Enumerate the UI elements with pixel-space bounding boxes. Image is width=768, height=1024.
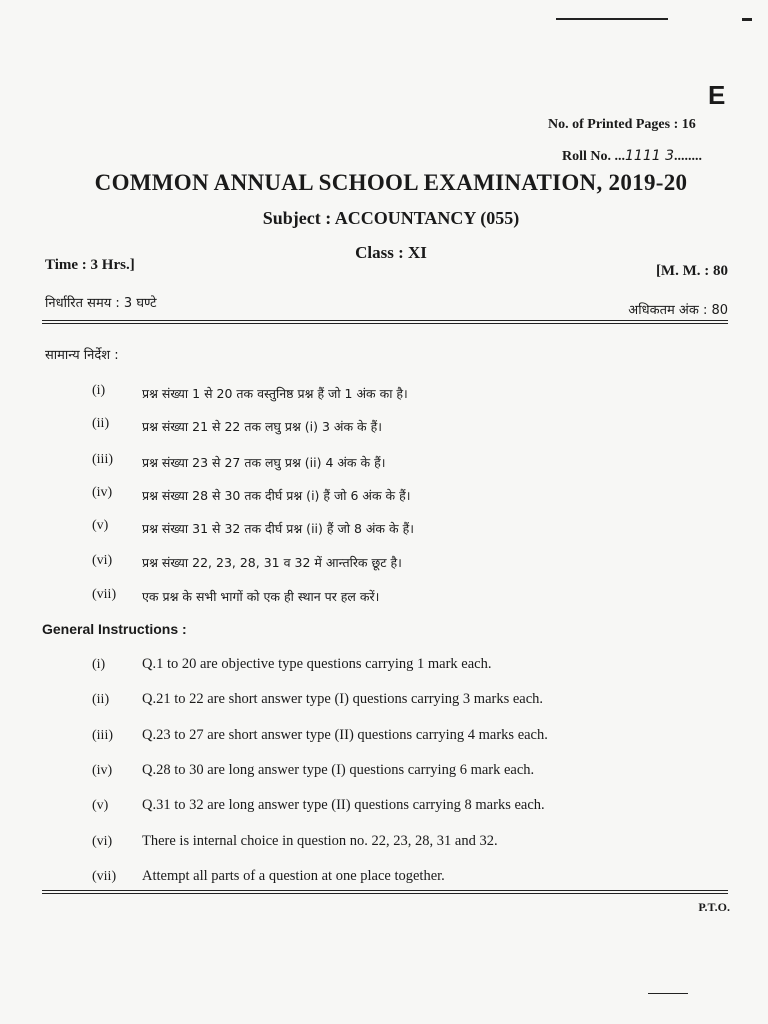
item-number: (i)	[92, 383, 106, 398]
item-number: (ii)	[92, 416, 110, 431]
item-number: (i)	[92, 657, 106, 672]
set-letter: E	[708, 80, 726, 110]
item-number: (vi)	[92, 834, 113, 849]
roll-trailing: ........	[674, 149, 702, 164]
item-number: (iii)	[92, 452, 113, 467]
item-text: प्रश्न संख्या 1 से 20 तक वस्तुनिष्ठ प्रश्न हैं जो 1 अंक का है।	[142, 386, 408, 401]
max-marks-english: [M. M. : 80	[655, 263, 728, 279]
english-instructions-heading: General Instructions :	[42, 621, 187, 637]
item-text: Q.21 to 22 are short answer type (I) questions carrying 3 marks each.	[142, 691, 544, 707]
item-number: (iv)	[92, 763, 113, 778]
subject-line: Subject : ACCOUNTANCY (055)	[262, 208, 520, 228]
item-text: प्रश्न संख्या 31 से 32 तक दीर्घ प्रश्न (ii) हैं जो 8 अंक के हैं।	[142, 521, 414, 536]
item-text: प्रश्न संख्या 22, 23, 28, 31 व 32 में आन्तरिक छूट है।	[142, 555, 402, 570]
scan-mark-bottom	[648, 993, 688, 994]
item-text: एक प्रश्न के सभी भागों को एक ही स्थान पर हल करें।	[142, 589, 380, 604]
item-number: (vii)	[92, 587, 117, 602]
item-number: (vii)	[92, 869, 117, 884]
roll-handwritten: 1111 3	[625, 148, 674, 164]
item-number: (ii)	[92, 692, 110, 707]
printed-pages: No. of Printed Pages : 16	[548, 117, 696, 132]
time-hindi: निर्धारित समय : 3 घण्टे	[45, 296, 157, 311]
item-text: Q.28 to 30 are long answer type (I) questions carrying 6 mark each.	[142, 762, 535, 778]
roll-label: Roll No. ...	[562, 149, 625, 164]
item-number: (v)	[92, 518, 109, 533]
time-english: Time : 3 Hrs.]	[45, 257, 135, 273]
item-text: प्रश्न संख्या 21 से 22 तक लघु प्रश्न (i) 3 अंक के हैं।	[142, 419, 382, 434]
item-number: (vi)	[92, 553, 113, 568]
bottom-divider-thin	[42, 893, 728, 894]
max-marks-hindi: अधिकतम अंक : 80	[628, 303, 728, 318]
item-text: Q.1 to 20 are objective type questions carrying 1 mark each.	[142, 656, 492, 672]
exam-title: COMMON ANNUAL SCHOOL EXAMINATION, 2019-20	[94, 170, 688, 195]
top-divider-thin	[42, 323, 728, 324]
item-text: प्रश्न संख्या 28 से 30 तक दीर्घ प्रश्न (i) हैं जो 6 अंक के हैं।	[142, 488, 411, 503]
bottom-divider	[42, 890, 728, 891]
item-number: (iii)	[92, 728, 113, 743]
item-text: Q.23 to 27 are short answer type (II) questions carrying 4 marks each.	[142, 727, 548, 743]
top-divider	[42, 320, 728, 321]
scan-mark-corner	[742, 18, 752, 21]
scan-mark-top	[556, 18, 668, 20]
item-number: (v)	[92, 798, 109, 813]
item-text: Q.31 to 32 are long answer type (II) questions carrying 8 marks each.	[142, 797, 545, 813]
class-line: Class : XI	[355, 243, 427, 262]
item-text: Attempt all parts of a question at one place together.	[142, 868, 445, 884]
hindi-instructions-heading: सामान्य निर्देश :	[45, 348, 119, 363]
item-text: प्रश्न संख्या 23 से 27 तक लघु प्रश्न (ii) 4 अंक के हैं।	[142, 455, 386, 470]
pto-label: P.T.O.	[698, 900, 730, 914]
item-text: There is internal choice in question no. 22, 23, 28, 31 and 32.	[142, 833, 498, 849]
item-number: (iv)	[92, 485, 113, 500]
roll-number	[562, 148, 702, 165]
